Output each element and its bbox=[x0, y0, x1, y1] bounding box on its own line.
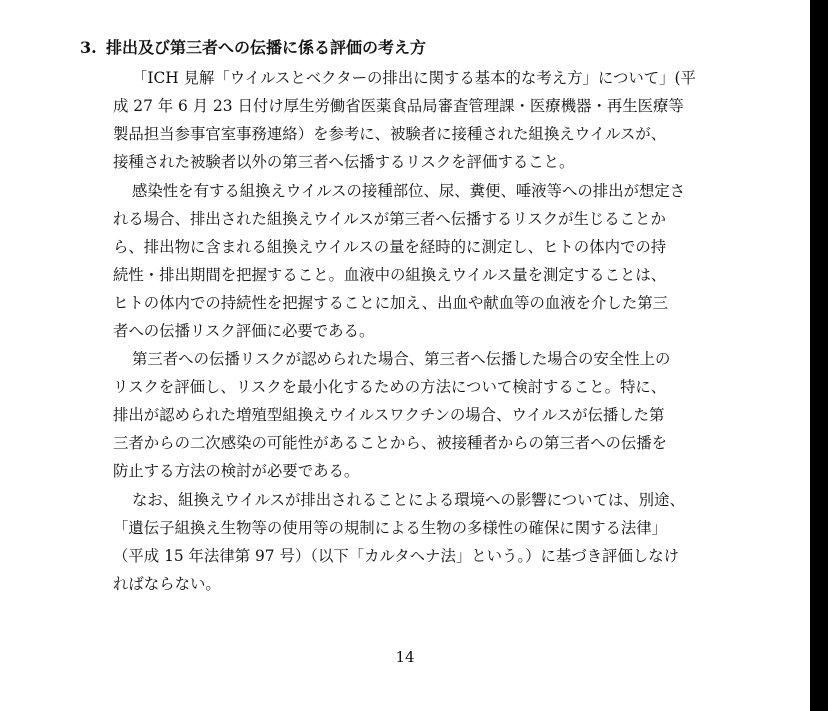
page-number: 14 bbox=[395, 648, 415, 666]
paragraph-4-line-4: ればならない。 bbox=[113, 575, 221, 593]
paragraph-2-line-1: 感染性を有する組換えウイルスの接種部位、尿、糞便、唾液等への排出が想定さ bbox=[132, 182, 686, 200]
paragraph-3-line-1: 第三者への伝播リスクが認められた場合、第三者へ伝播した場合の安全性上の bbox=[132, 350, 671, 368]
paragraph-3-line-4: 三者からの二次感染の可能性があることから、被接種者からの第三者への伝播を bbox=[113, 434, 668, 452]
paragraph-2-line-2: れる場合、排出された組換えウイルスが第三者へ伝播するリスクが生じることか bbox=[113, 210, 666, 228]
section-number: 3. bbox=[80, 38, 97, 57]
section-heading bbox=[80, 36, 426, 60]
section-title: 排出及び第三者への伝播に係る評価の考え方 bbox=[106, 38, 427, 57]
paragraph-2-line-6: 者への伝播リスク評価に必要である。 bbox=[113, 322, 375, 340]
paragraph-3-line-2: リスクを評価し、リスクを最小化するための方法について検討すること。特に、 bbox=[113, 378, 667, 396]
paragraph-1-line-4: 接種された被験者以外の第三者へ伝播するリスクを評価すること。 bbox=[113, 153, 575, 171]
paragraph-3-line-3: 排出が認められた増殖型組換えウイルスワクチンの場合、ウイルスが伝播した第 bbox=[113, 406, 665, 424]
paragraph-2-line-3: ら、排出物に含まれる組換えウイルスの量を経時的に測定し、ヒトの体内での持 bbox=[113, 238, 667, 256]
paragraph-3-line-5: 防止する方法の検討が必要である。 bbox=[113, 462, 360, 480]
paragraph-4-line-2: 「遺伝子組換え生物等の使用等の規制による生物の多様性の確保に関する法律」 bbox=[113, 519, 668, 537]
paragraph-4-line-3: （平成 15 年法律第 97 号）（以下「カルタヘナ法」という。）に基づき評価しなけ bbox=[113, 547, 680, 565]
paragraph-1-line-1: 「ICH 見解「ウイルスとベクターの排出に関する基本的な考え方」について」(平 bbox=[132, 69, 696, 87]
paragraph-2-line-5: ヒトの体内での持続性を把握することに加え、出血や献血等の血液を介した第三 bbox=[113, 294, 668, 312]
paragraph-2-line-4: 続性・排出期間を把握すること。血液中の組換えウイルス量を測定することは、 bbox=[113, 266, 667, 284]
paragraph-1-line-2: 成 27 年 6 月 23 日付け厚生労働省医薬食品局審査管理課・医療機器・再生医療等 bbox=[113, 97, 684, 115]
paragraph-4-line-1: なお、組換えウイルスが排出されることによる環境への影響については、別途、 bbox=[132, 491, 685, 509]
paragraph-1-line-3: 製品担当参事官室事務連絡）を参考に、被験者に接種された組換えウイルスが、 bbox=[113, 125, 667, 143]
